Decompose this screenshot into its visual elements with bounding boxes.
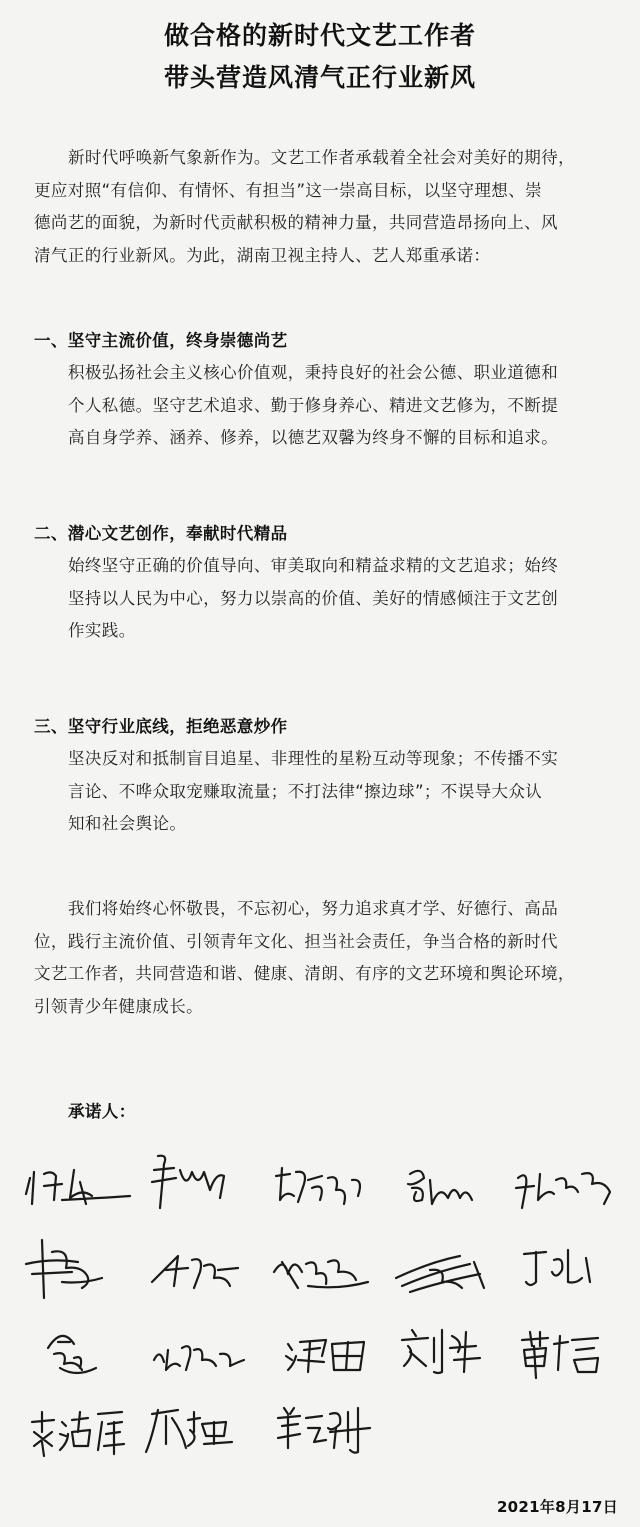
section-2-line: 作实践。 [68,621,136,640]
closing-line: 位，践行主流价值、引领青年文化、担当社会责任，争当合格的新时代 [34,931,558,951]
intro-line: 新时代呼唤新气象新作为。文艺工作者承载着全社会对美好的期待， [68,148,575,167]
signature [280,1326,392,1386]
section-3-line: 坚决反对和抵制盲目追星、非理性的星粉互动等现象；不传播不实 [68,749,559,768]
intro-line: 清气正的行业新风。为此，湖南卫视主持人、艺人郑重承诺： [34,245,491,265]
closing-line: 引领青少年健康成长。 [34,996,203,1016]
section-1-line: 高自身学养、涵养、修养，以德艺双馨为终身不懈的目标和追求。 [68,428,559,447]
intro-paragraph [34,142,634,272]
section-3-line: 言论、不哗众取宠赚取流量；不打法律“擦边球”；不误导大众认 [68,781,543,801]
signature [516,1238,628,1298]
signature [28,1402,140,1462]
signature [268,1242,380,1302]
section-2-line: 始终坚守正确的价值导向、审美取向和精益求精的文艺追求；始终 [68,556,559,575]
section-2-line: 坚持以人民为中心，努力以崇高的价值、美好的情感倾注于文艺创 [68,588,559,608]
section-3-line: 知和社会舆论。 [68,814,187,833]
signatures-block [0,1150,640,1480]
section-1-line: 个人私德。坚守艺术追求、勤于修身养心、精进文艺修为，不断提 [68,395,559,415]
section-1-heading: 一、坚守主流价值，终身崇德尚艺 [34,331,288,350]
signature [142,1398,254,1458]
closing-line: 文艺工作者，共同营造和谐、健康、清朗、有序的文艺环境和舆论环境， [34,964,575,983]
signature [22,1158,134,1218]
title-line-1: 做合格的新时代文艺工作者 [163,21,476,50]
closing-paragraph [34,893,638,1023]
signature [140,1150,252,1210]
signature [40,1318,152,1378]
intro-line: 德尚艺的面貌，为新时代贡献积极的精神力量，共同营造昂扬向上、风 [34,213,558,232]
section-1-line: 积极弘扬社会主义核心价值观，秉持良好的社会公德、职业道德和 [68,363,559,382]
section-1-body [68,357,638,455]
closing-line: 我们将始终心怀敬畏，不忘初心，努力追求真才学、好德行、高品 [68,899,559,918]
signature [270,1398,382,1458]
signature [390,1242,502,1302]
section-3-body [68,743,638,841]
signature [148,1242,260,1302]
signatory-label: 承诺人： [68,1102,136,1121]
signature [396,1322,508,1382]
signature [400,1158,512,1218]
signature [22,1238,134,1298]
section-3-heading: 三、坚守行业底线，拒绝恶意炒作 [34,717,288,736]
section-2-body [68,550,638,648]
signature [268,1160,380,1220]
title-line-2: 带头营造风清气正行业新风 [163,63,476,92]
document-date: 2021年8月17日 [496,1498,618,1516]
signature [518,1326,630,1386]
signature [512,1158,624,1218]
signature [150,1326,262,1386]
section-2-heading: 二、潜心文艺创作，奉献时代精品 [34,524,288,543]
intro-line: 更应对照“有信仰、有情怀、有担当”这一崇高目标，以坚守理想、崇 [34,180,542,200]
